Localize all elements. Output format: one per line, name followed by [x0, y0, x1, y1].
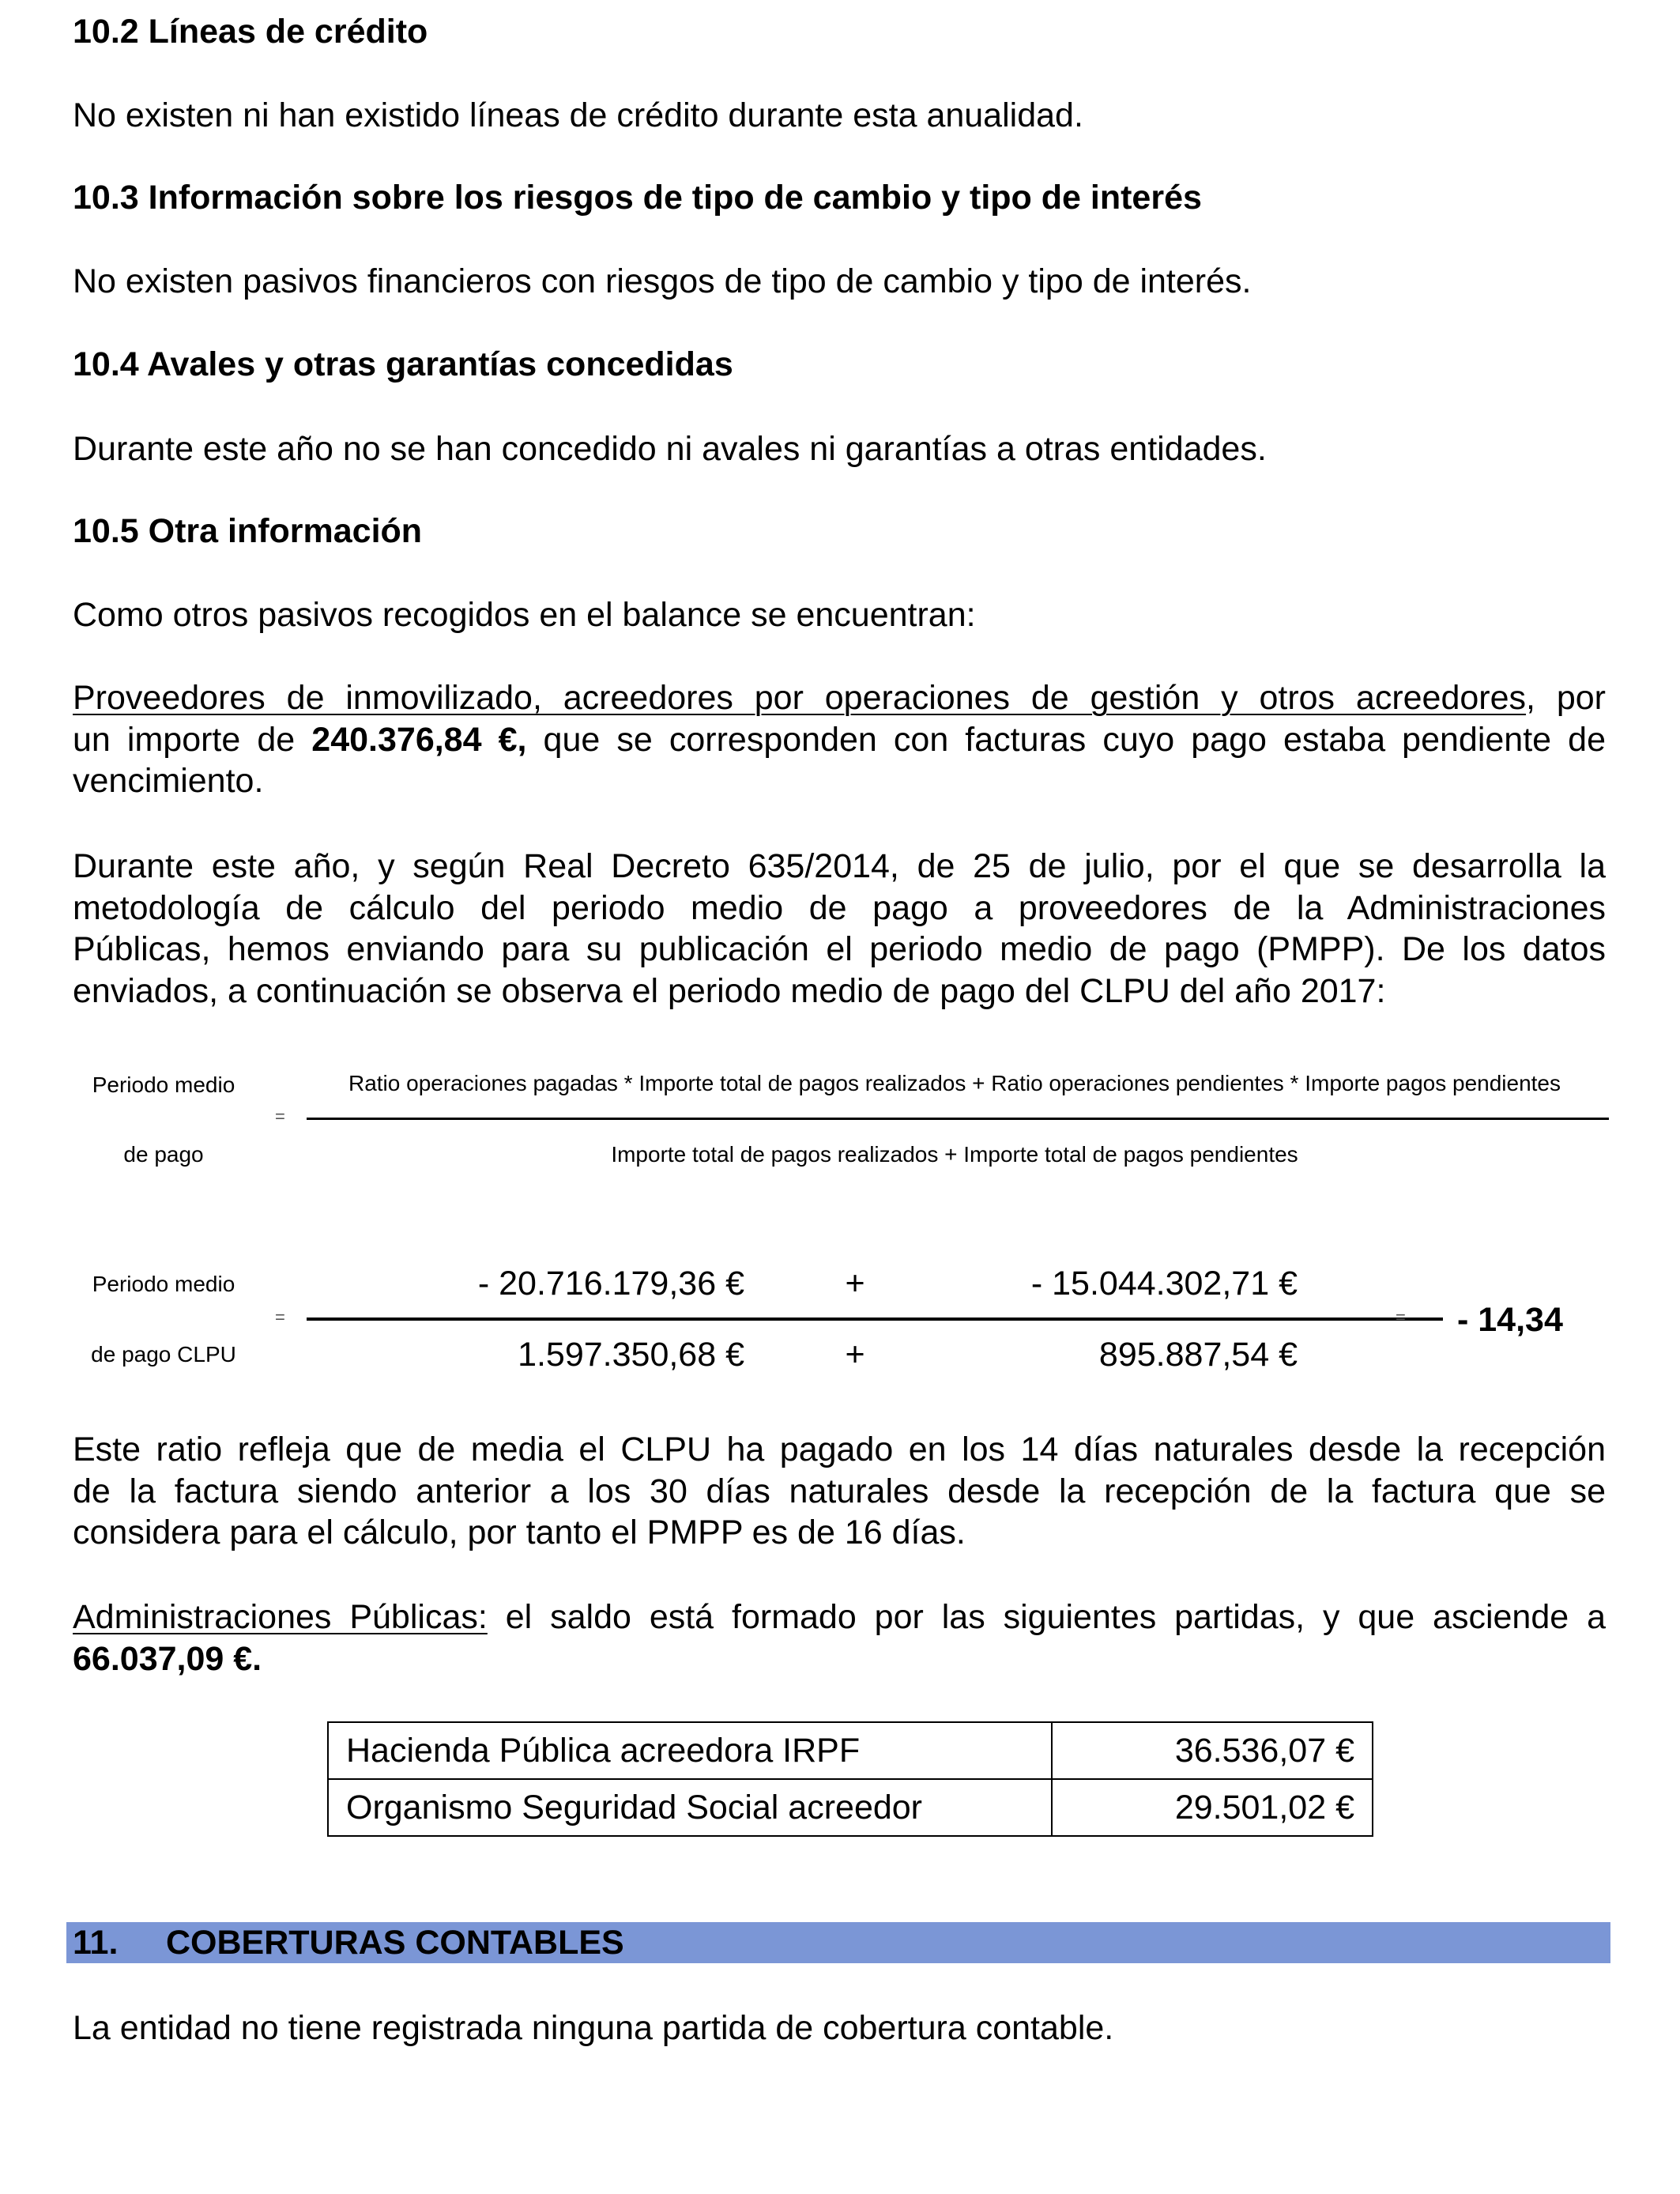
administraciones-line-1 [73, 1596, 1606, 1638]
calc-numerator-a: - 20.716.179,36 € [477, 1265, 744, 1302]
paragraph-10-3: No existen pasivos financieros con riesgos de tipo de cambio y tipo de interés. [73, 262, 1252, 300]
paragraph-other-liabilities-intro: Como otros pasivos recogidos en el balance se encuentran: [73, 596, 976, 634]
proveedores-line-2 [73, 719, 1606, 761]
decreto-line-1: Durante este año, y según Real Decreto 635/2014, de 25 de julio, por el que se desarrolla la [73, 847, 1606, 885]
table-cell-amount: 29.501,02 € [1052, 1779, 1373, 1836]
table-cell-concept: Hacienda Pública acreedora IRPF [328, 1722, 1052, 1779]
calc-label-top: Periodo medio [92, 1272, 235, 1296]
heading-10-2: 10.2 Líneas de crédito [73, 13, 428, 51]
calc-equals-sign: = [275, 1307, 285, 1327]
proveedores-line-2-post: que se corresponden con facturas cuyo pago estaba pendiente de [543, 720, 1606, 759]
calc-numerator-b: - 15.044.302,71 € [1030, 1265, 1298, 1302]
heading-10-5: 10.5 Otra información [73, 512, 423, 550]
section-11-heading-band [66, 1922, 1610, 1963]
calc-denominator-a: 1.597.350,68 € [518, 1336, 744, 1374]
paragraph-administraciones [73, 1596, 1606, 1679]
ratio-line-3: considera para el cálculo, por tanto el PMPP es de 16 días. [73, 1514, 966, 1551]
heading-10-3: 10.3 Información sobre los riesgos de tipo de cambio y tipo de interés [73, 179, 1202, 217]
administraciones-link-text: Administraciones Públicas: [73, 1598, 488, 1636]
calc-denominator-plus: + [845, 1336, 865, 1374]
heading-10-4: 10.4 Avales y otras garantías concedidas [73, 345, 733, 383]
formula-equals-sign: = [275, 1106, 285, 1126]
proveedores-line-1 [73, 677, 1606, 719]
proveedores-line-2-pre: un importe de [73, 720, 296, 759]
proveedores-link-text: Proveedores de inmovilizado, acreedores por operaciones de gestión y otros acreedores [73, 679, 1527, 717]
section-11-number: 11. [73, 1924, 119, 1962]
formula-fraction-bar [307, 1118, 1609, 1120]
decreto-line-2: metodología de cálculo del periodo medio de pago a proveedores de la Administraciones [73, 888, 1606, 927]
formula-numerator: Ratio operaciones pagadas * Importe total de pagos realizados + Ratio operaciones pendientes * Importe pagos pendientes [348, 1071, 1561, 1095]
decreto-line-4: enviados, a continuación se observa el periodo medio de pago del CLPU del año 2017: [73, 971, 1386, 1010]
table-row [328, 1779, 1373, 1836]
calc-denominator-b: 895.887,54 € [1098, 1336, 1298, 1374]
paragraph-10-2: No existen ni han existido líneas de crédito durante esta anualidad. [73, 96, 1083, 134]
calc-numerator-plus: + [845, 1265, 865, 1302]
formula-label-bottom: de pago [123, 1142, 204, 1167]
calc-result-equals-sign: = [1396, 1307, 1406, 1327]
proveedores-amount: 240.376,84 €, [311, 720, 527, 759]
ratio-line-2: de la factura siendo anterior a los 30 días naturales desde la recepción de la factura que se [73, 1472, 1606, 1510]
table-row [328, 1722, 1373, 1779]
administraciones-amount: 66.037,09 €. [73, 1639, 262, 1678]
administraciones-table [327, 1721, 1373, 1837]
proveedores-line-1-tail: , por [1526, 679, 1607, 717]
section-11-title: COBERTURAS CONTABLES [166, 1924, 624, 1962]
ratio-line-1: Este ratio refleja que de media el CLPU ha pagado en los 14 días naturales desde la recepción [73, 1431, 1606, 1468]
paragraph-proveedores [73, 677, 1606, 801]
proveedores-line-3: vencimiento. [73, 762, 264, 800]
formula-denominator: Importe total de pagos realizados + Importe total de pagos pendientes [611, 1142, 1298, 1167]
calc-label-bottom: de pago CLPU [91, 1342, 236, 1367]
decreto-line-3: Públicas, hemos enviando para su publicación el periodo medio de pago (PMPP). De los datos [73, 930, 1606, 968]
paragraph-ratio-explanation [73, 1429, 1606, 1553]
table-cell-concept: Organismo Seguridad Social acreedor [328, 1779, 1052, 1836]
paragraph-coberturas: La entidad no tiene registrada ninguna partida de cobertura contable. [73, 2009, 1114, 2047]
table-cell-amount: 36.536,07 € [1052, 1722, 1373, 1779]
calc-result-value: - 14,34 [1457, 1301, 1563, 1339]
formula-label-top: Periodo medio [92, 1072, 235, 1097]
administraciones-text: el saldo está formado por las siguientes partidas, y que asciende a [505, 1598, 1607, 1636]
calc-fraction-bar [307, 1318, 1443, 1321]
paragraph-real-decreto [73, 846, 1606, 1012]
paragraph-10-4: Durante este año no se han concedido ni avales ni garantías a otras entidades. [73, 430, 1267, 468]
